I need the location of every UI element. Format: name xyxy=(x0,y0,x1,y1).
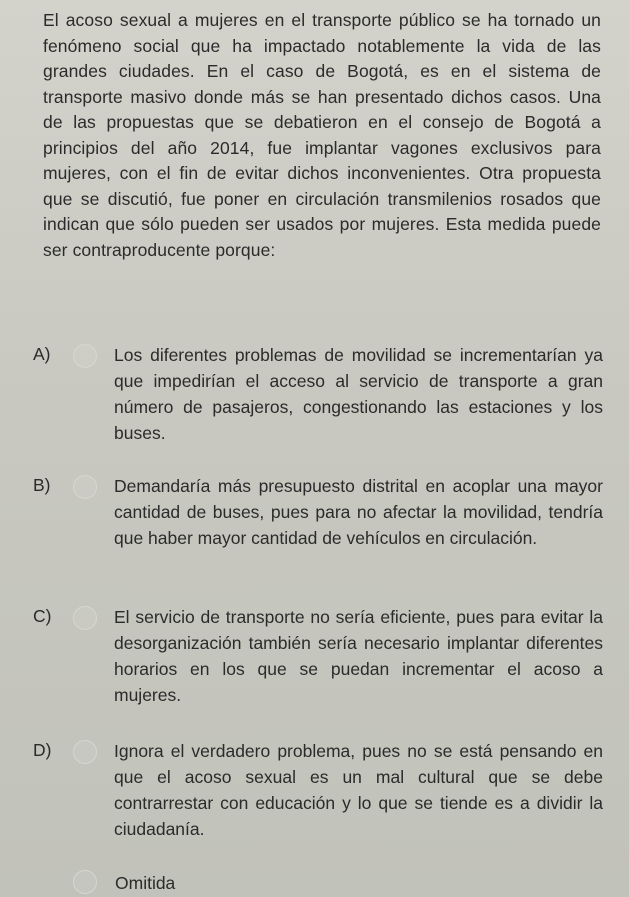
question-text: El acoso sexual a mujeres en el transporte público se ha tornado un fenómeno social que ha impactado notablemente la vida de las grandes ciudades. En el caso de Bogotá, es en el sistema de transporte masivo donde más se han presentado dichos casos. Una de las propuestas que se debatieron en el consejo de Bogotá a principios del año 2014, fue implantar vagones exclusivos para mujeres, con el fin de evitar dichos inconvenientes. Otra propuesta que se discutió, fue poner en circulación transmilenios rosados que indican que sólo pueden ser usados por mujeres. Esta medida puede ser contraproducente porque: xyxy=(43,10,601,260)
option-a-letter: A) xyxy=(33,344,51,364)
option-d-text: Ignora el verdadero problema, pues no se está pensando en que el acoso sexual es un mal cultural que se debe contrarrestar con educación y lo que se tiende es a dividir la ciudadanía. xyxy=(114,741,603,839)
option-a-radio[interactable] xyxy=(73,344,97,368)
option-a-text: Los diferentes problemas de movilidad se incrementarían ya que impedirían el acceso al servicio de transporte a gran número de pasajeros, congestionando las estaciones y los buses. xyxy=(114,345,603,443)
option-c-letter: C) xyxy=(33,606,52,626)
option-omit-radio[interactable] xyxy=(73,870,97,894)
option-b-radio[interactable] xyxy=(73,475,97,499)
option-b-text: Demandaría más presupuesto distrital en acoplar una mayor cantidad de buses, pues para no afectar la movilidad, tendría que haber mayor cantidad de vehículos en circulación. xyxy=(114,476,603,548)
option-c-text: El servicio de transporte no sería eficiente, pues para evitar la desorganización también sería necesario implantar diferentes horarios en los que se puedan incrementar el acoso a mujeres. xyxy=(114,607,603,705)
option-d-letter: D) xyxy=(33,740,52,760)
option-b-letter: B) xyxy=(33,475,51,495)
option-c-radio[interactable] xyxy=(73,606,97,630)
option-omit-label: Omitida xyxy=(115,873,176,893)
option-d-radio[interactable] xyxy=(73,740,97,764)
